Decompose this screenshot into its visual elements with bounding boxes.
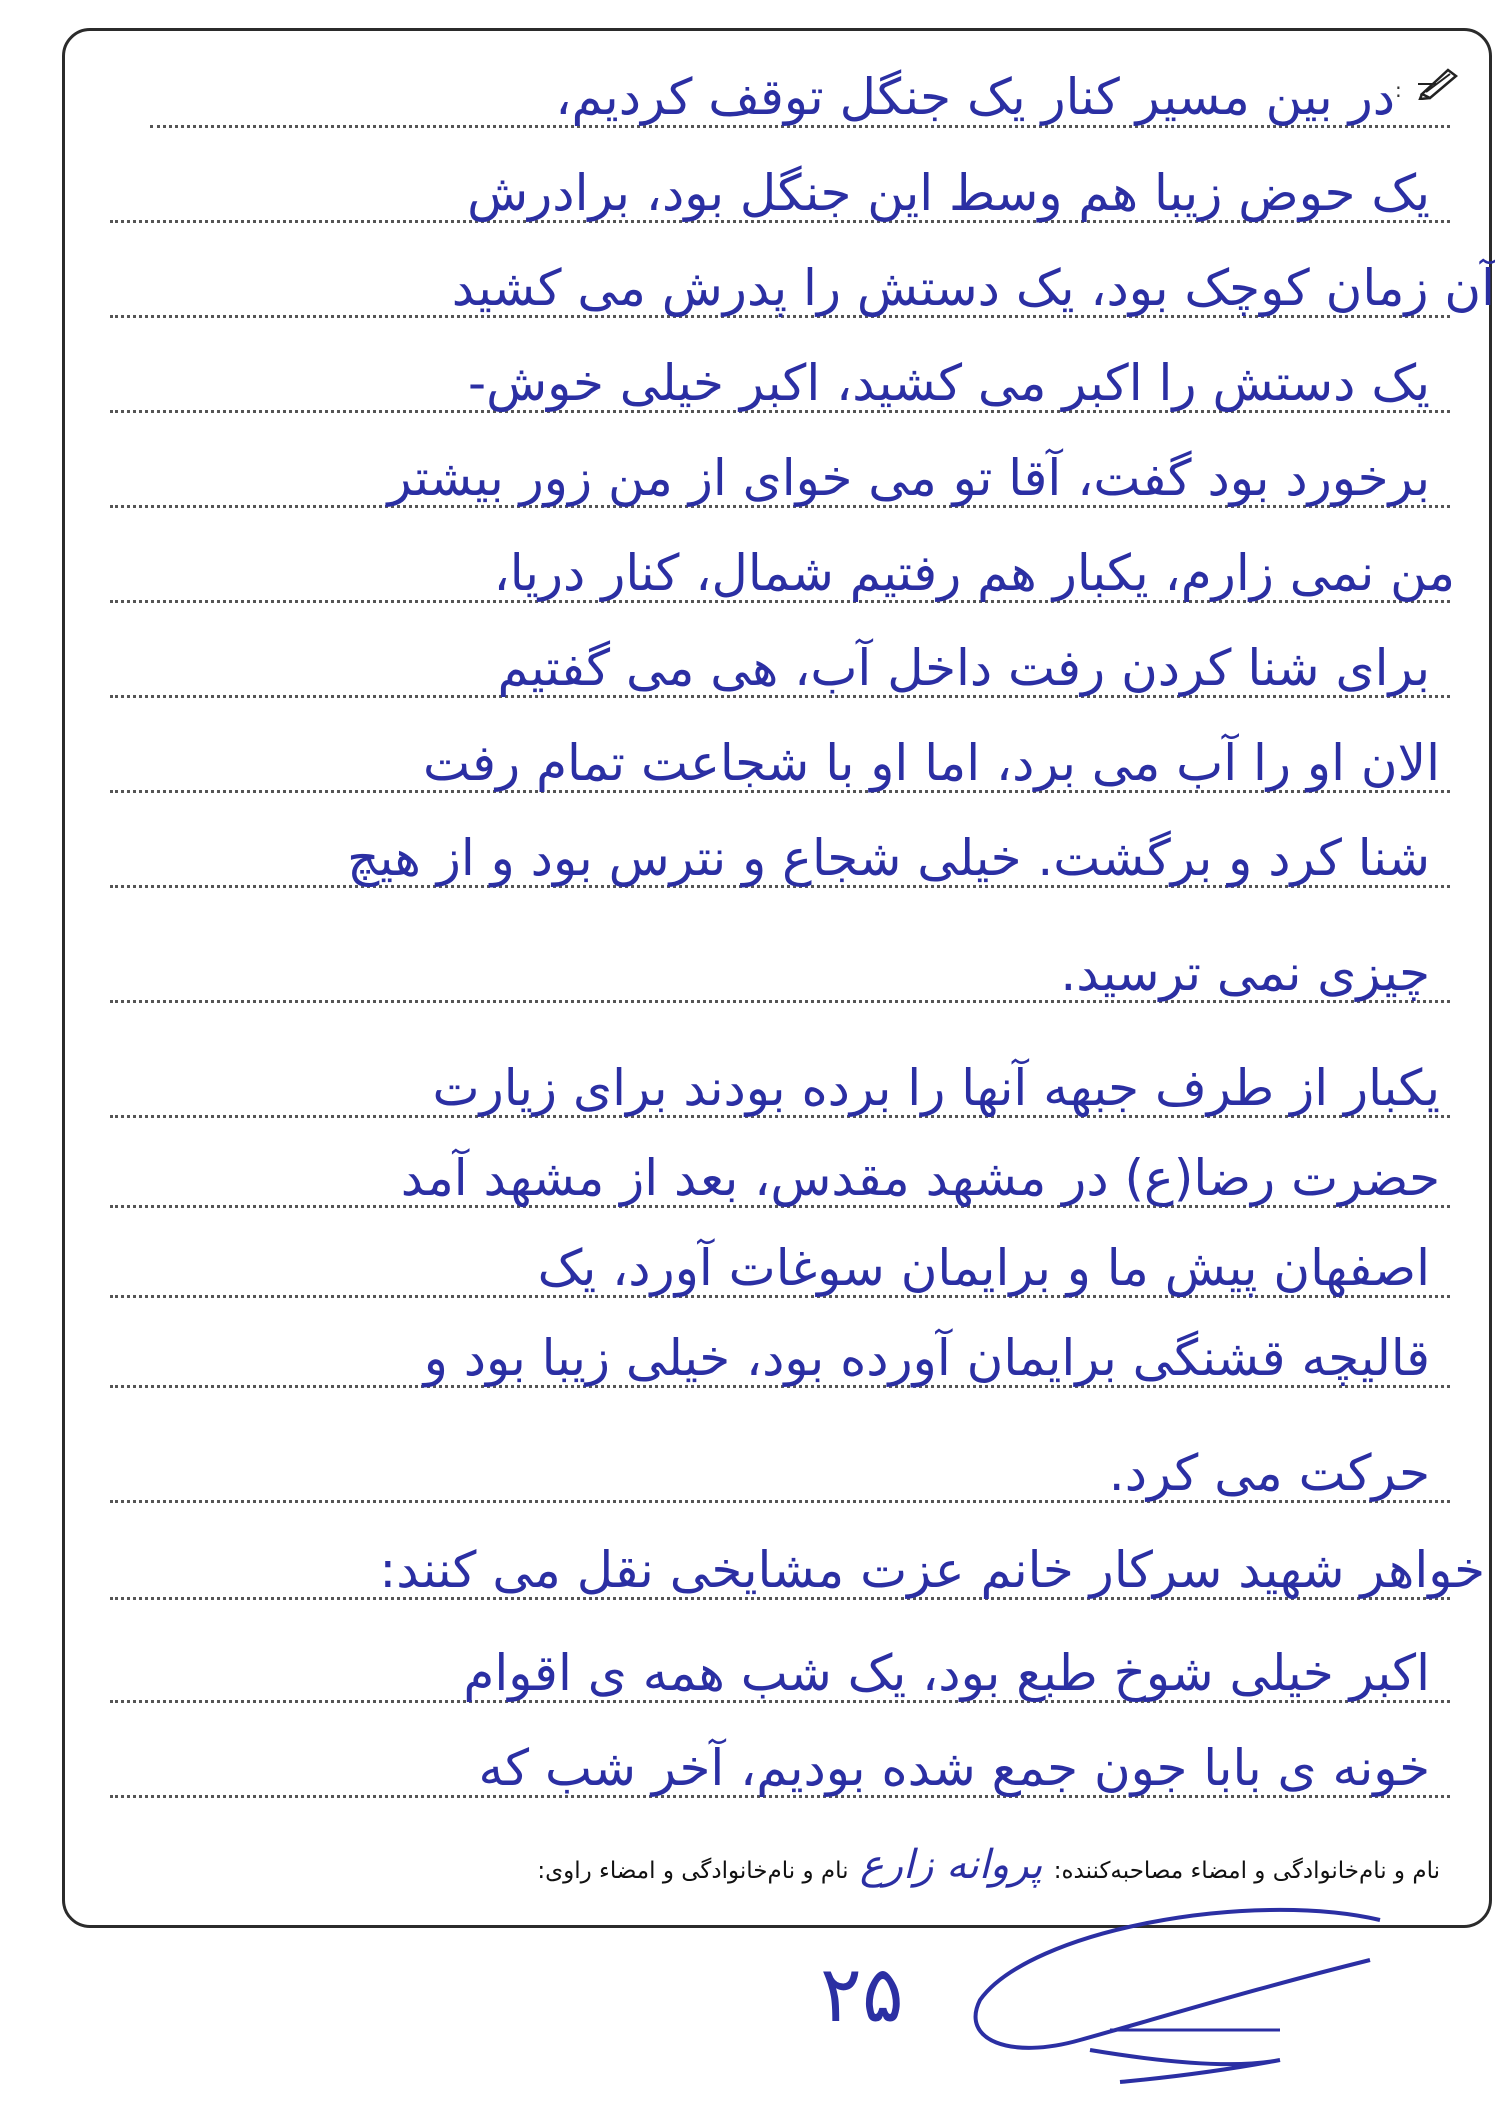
text-line: چیزی نمی ترسید. [1060, 944, 1430, 1002]
signature-mark [950, 1890, 1430, 2090]
page-number: ۲۵ [820, 1950, 904, 2040]
text-line: اصفهان پیش ما و برایمان سوغات آورد، یک [537, 1239, 1430, 1297]
text-line: الان او را آب می برد، اما او با شجاعت تمام رفت [423, 734, 1440, 792]
text-line: خواهر شهید سرکار خانم عزت مشایخی نقل می کنند: [379, 1541, 1485, 1599]
text-line: شنا کرد و برگشت. خیلی شجاع و نترس بود و از هیچ [347, 829, 1430, 887]
interviewer-label: نام و نام‌خانوادگی و امضاء مصاحبه‌کننده: [1053, 1858, 1440, 1884]
text-line: اکبر خیلی شوخ طبع بود، یک شب همه ی اقوام [463, 1644, 1430, 1702]
text-line: یک حوض زیبا هم وسط این جنگل بود، برادرش [467, 164, 1430, 222]
text-line: یکبار از طرف جبهه آنها را برده بودند برای زیارت [432, 1059, 1440, 1117]
text-line: حرکت می کرد. [1108, 1444, 1430, 1502]
text-line: خونه ی بابا جون جمع شده بودیم، آخر شب که [478, 1739, 1430, 1797]
text-line: من نمی زارم، یکبار هم رفتیم شمال، کنار دریا، [493, 544, 1455, 602]
text-line: برای شنا کردن رفت داخل آب، هی می گفتیم [497, 639, 1430, 697]
text-line: در بین مسیر کنار یک جنگل توقف کردیم، [555, 68, 1395, 126]
signature-footer [537, 1842, 1440, 1888]
pencil-icon [1418, 64, 1462, 100]
text-line: قالیچه قشنگی برایمان آورده بود، خیلی زیبا بود و [423, 1329, 1430, 1387]
colon-mark: : [1395, 78, 1402, 102]
text-line: حضرت رضا(ع) در مشهد مقدس، بعد از مشهد آمد [400, 1149, 1440, 1207]
text-line: برخورد بود گفت، آقا تو می خوای از من زور بیشتر [387, 449, 1430, 507]
text-line: آن زمان کوچک بود، یک دستش را پدرش می کشید [451, 259, 1495, 317]
narrator-label: نام و نام‌خانوادگی و امضاء راوی: [537, 1858, 849, 1884]
interviewer-name: پروانه زارع [859, 1842, 1043, 1888]
text-line: یک دستش را اکبر می کشید، اکبر خیلی خوش- [468, 354, 1430, 412]
